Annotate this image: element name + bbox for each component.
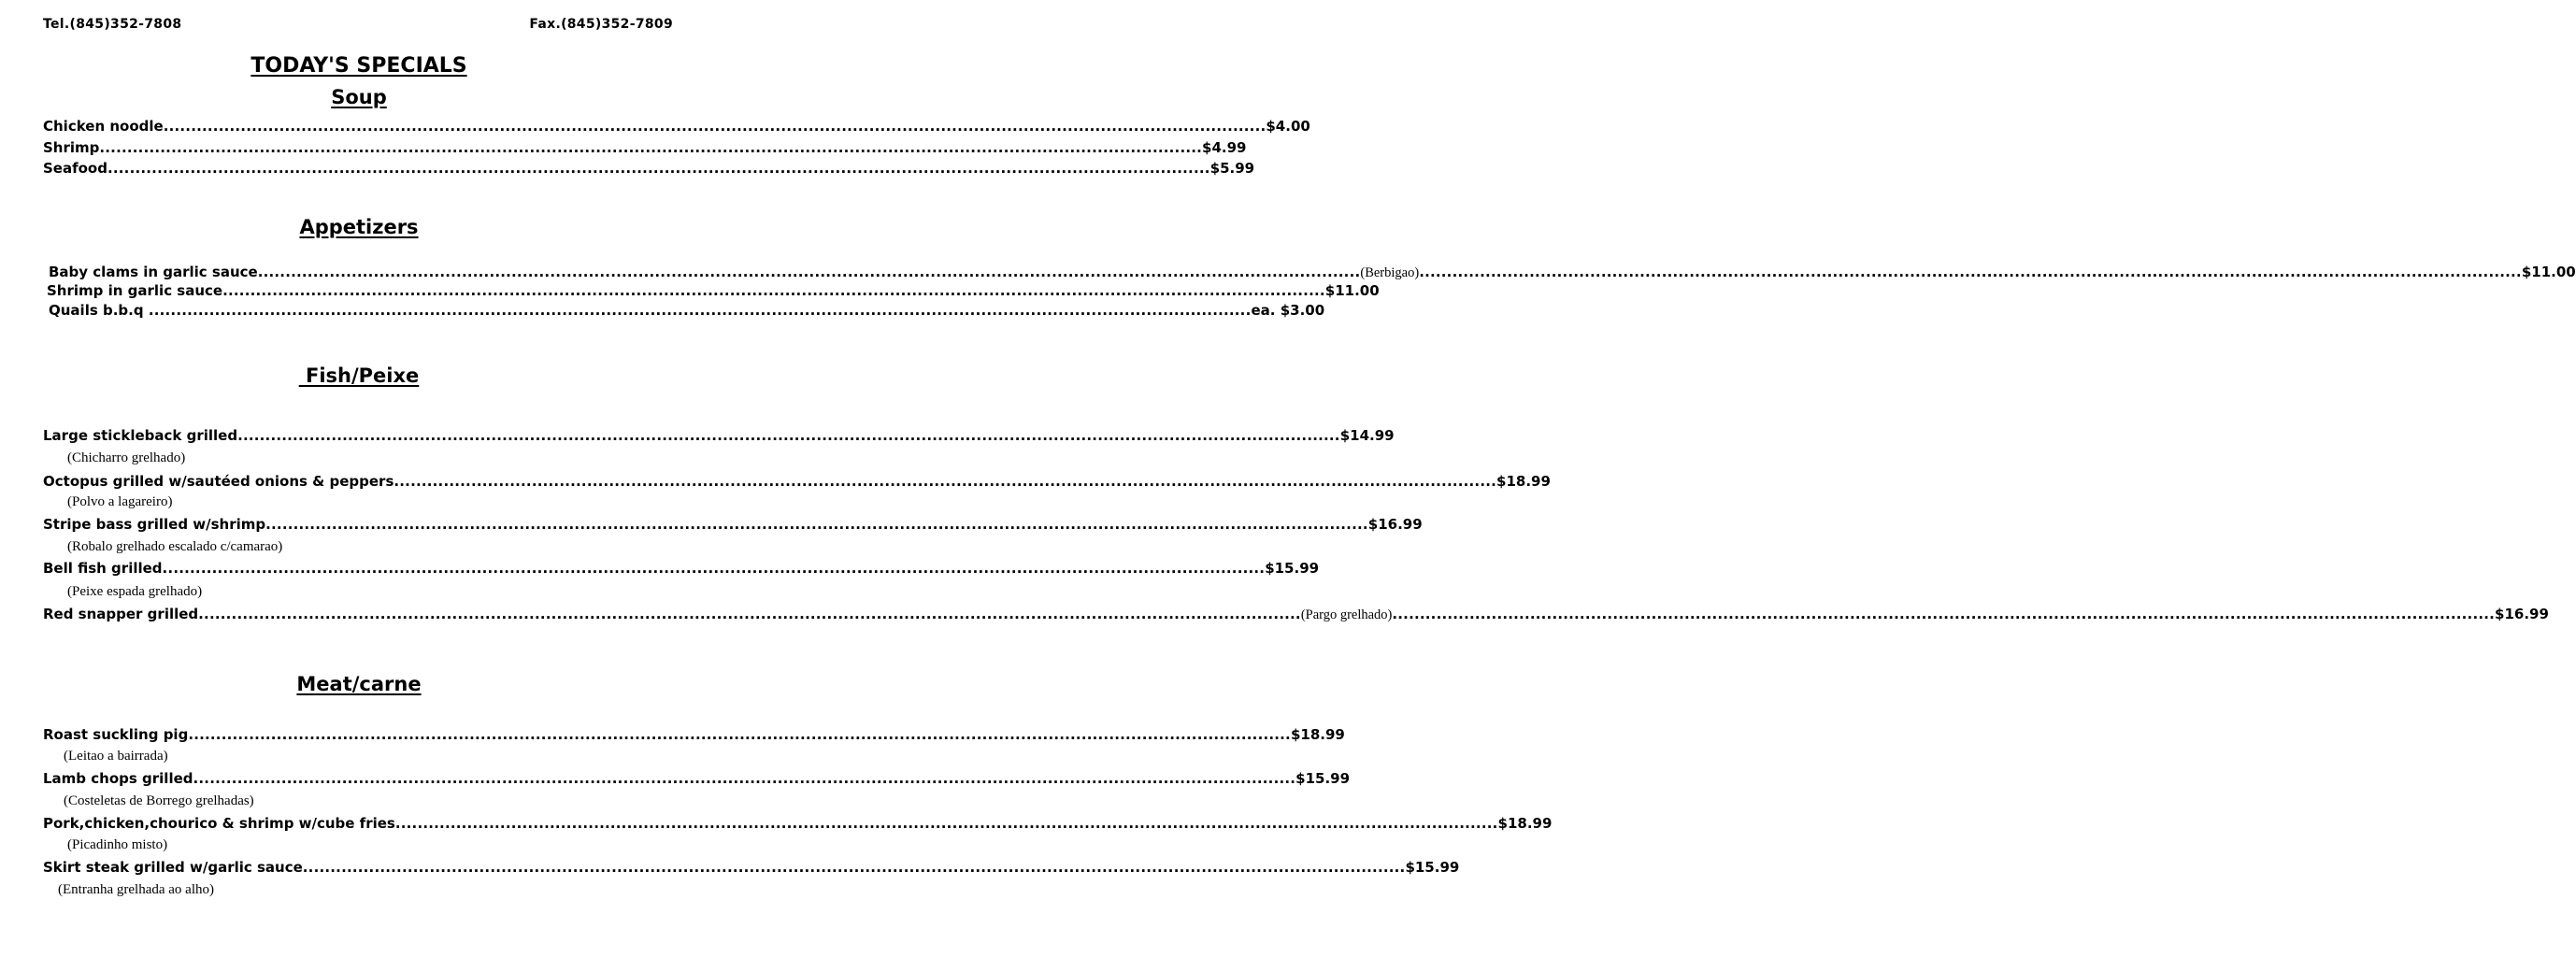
dot-leader: ........................................................................................................................................................................................................ <box>163 118 1267 135</box>
phone-number: Tel.(845)352-7808 <box>43 17 182 32</box>
menu-line <box>47 281 1380 300</box>
item-portuguese-name: (Chicharro grelhado) <box>67 450 186 465</box>
menu-line <box>49 301 1325 320</box>
item-name: Lamb chops grilled <box>43 770 193 787</box>
dot-leader: ........................................................................................................................................................................................................ <box>99 139 1203 156</box>
item-portuguese-name: (Polvo a lagareiro) <box>67 494 173 509</box>
item-portuguese-name: (Robalo grelhado escalado c/camarao) <box>67 539 283 554</box>
item-name: Skirt steak grilled w/garlic sauce <box>43 859 303 876</box>
menu-line <box>43 858 1460 877</box>
item-price: $11.00 <box>2521 264 2576 280</box>
item-name: Red snapper grilled <box>43 606 199 622</box>
menu-line <box>43 426 1395 445</box>
item-price: $18.99 <box>1497 815 1553 832</box>
menu-line <box>43 159 1255 178</box>
menu-line <box>43 725 1345 744</box>
menu-line <box>43 472 1551 491</box>
item-price: $15.99 <box>1265 560 1320 577</box>
item-portuguese-name: (Pargo grelhado) <box>1300 607 1393 622</box>
dot-leader: ........................................................................................................................................................................................................ <box>302 859 1406 876</box>
item-name: Chicken noodle <box>43 118 164 135</box>
item-price: $16.99 <box>1367 516 1423 533</box>
item-portuguese-name: (Entranha grelhada ao alho) <box>58 882 214 897</box>
menu-line <box>43 515 1423 534</box>
dot-leader: ........................................................................................................................................................................................................ <box>237 427 1340 444</box>
menu-line <box>43 814 1553 833</box>
item-price: $18.99 <box>1496 473 1551 490</box>
item-price: ea. $3.00 <box>1251 302 1325 319</box>
item-portuguese-name: (Picadinho misto) <box>67 837 168 852</box>
menu-line <box>43 117 1310 136</box>
dot-leader: ........................................................................................................................................................................................................ <box>257 264 1361 280</box>
dot-leader: ........................................................................................................................................................................................................ <box>394 815 1498 832</box>
menu-line <box>43 559 1320 578</box>
menu-line <box>43 769 1351 788</box>
item-name: Baby clams in garlic sauce <box>49 264 258 280</box>
section-heading-meat: Meat/carne <box>296 673 422 695</box>
item-price: $4.00 <box>1266 118 1310 135</box>
dot-leader: ........................................................................................................................................................................................................ <box>193 770 1296 787</box>
item-price: $15.99 <box>1405 859 1460 876</box>
dot-leader: ........................................................................................................................................................................................................ <box>1392 606 2496 622</box>
menu-title: TODAY'S SPECIALS <box>250 54 467 78</box>
fax-number: Fax.(845)352-7809 <box>529 17 673 32</box>
dot-leader: ........................................................................................................................................................................................................ <box>188 726 1291 743</box>
dot-leader: ........................................................................................................................................................................................................ <box>1419 264 2522 280</box>
item-name: Seafood <box>43 160 107 177</box>
item-price: $14.99 <box>1339 427 1395 444</box>
item-price: $5.99 <box>1209 160 1255 177</box>
item-name: Shrimp <box>43 139 100 156</box>
dot-leader: ........................................................................................................................................................................................................ <box>222 282 1325 299</box>
item-price: $16.99 <box>2495 606 2549 622</box>
item-name: Large stickleback grilled <box>43 427 238 444</box>
menu-line <box>49 263 2576 282</box>
dot-leader: ........................................................................................................................................................................................................ <box>148 302 1252 319</box>
item-name: Octopus grilled w/sautéed onions & peppers <box>43 473 394 490</box>
section-heading-appetizers: Appetizers <box>299 216 419 238</box>
item-portuguese-name: (Leitao a bairrada) <box>64 749 168 764</box>
item-name: Pork,chicken,chourico & shrimp w/cube fries <box>43 815 395 832</box>
item-name: Quails b.b.q <box>49 302 149 319</box>
dot-leader: ........................................................................................................................................................................................................ <box>198 606 1301 622</box>
section-heading-fish: Fish/Peixe <box>298 364 420 387</box>
menu-line <box>43 605 2549 624</box>
section-heading-soup: Soup <box>331 86 387 108</box>
item-name: Roast suckling pig <box>43 726 189 743</box>
dot-leader: ........................................................................................................................................................................................................ <box>265 516 1368 533</box>
item-price: $18.99 <box>1290 726 1345 743</box>
item-price: $11.00 <box>1324 282 1380 299</box>
item-price: $4.99 <box>1202 139 1247 156</box>
item-name: Stripe bass grilled w/shrimp <box>43 516 266 533</box>
menu-line <box>43 138 1247 157</box>
dot-leader: ........................................................................................................................................................................................................ <box>162 560 1266 577</box>
item-name: Bell fish grilled <box>43 560 163 577</box>
dot-leader: ........................................................................................................................................................................................................ <box>394 473 1497 490</box>
item-price: $15.99 <box>1295 770 1351 787</box>
dot-leader: ........................................................................................................................................................................................................ <box>107 160 1210 177</box>
item-portuguese-name: (Peixe espada grelhado) <box>67 584 203 599</box>
item-portuguese-name: (Costeletas de Borrego grelhadas) <box>64 793 254 808</box>
item-portuguese-name: (Berbigao) <box>1360 265 1420 280</box>
item-name: Shrimp in garlic sauce <box>47 282 223 299</box>
